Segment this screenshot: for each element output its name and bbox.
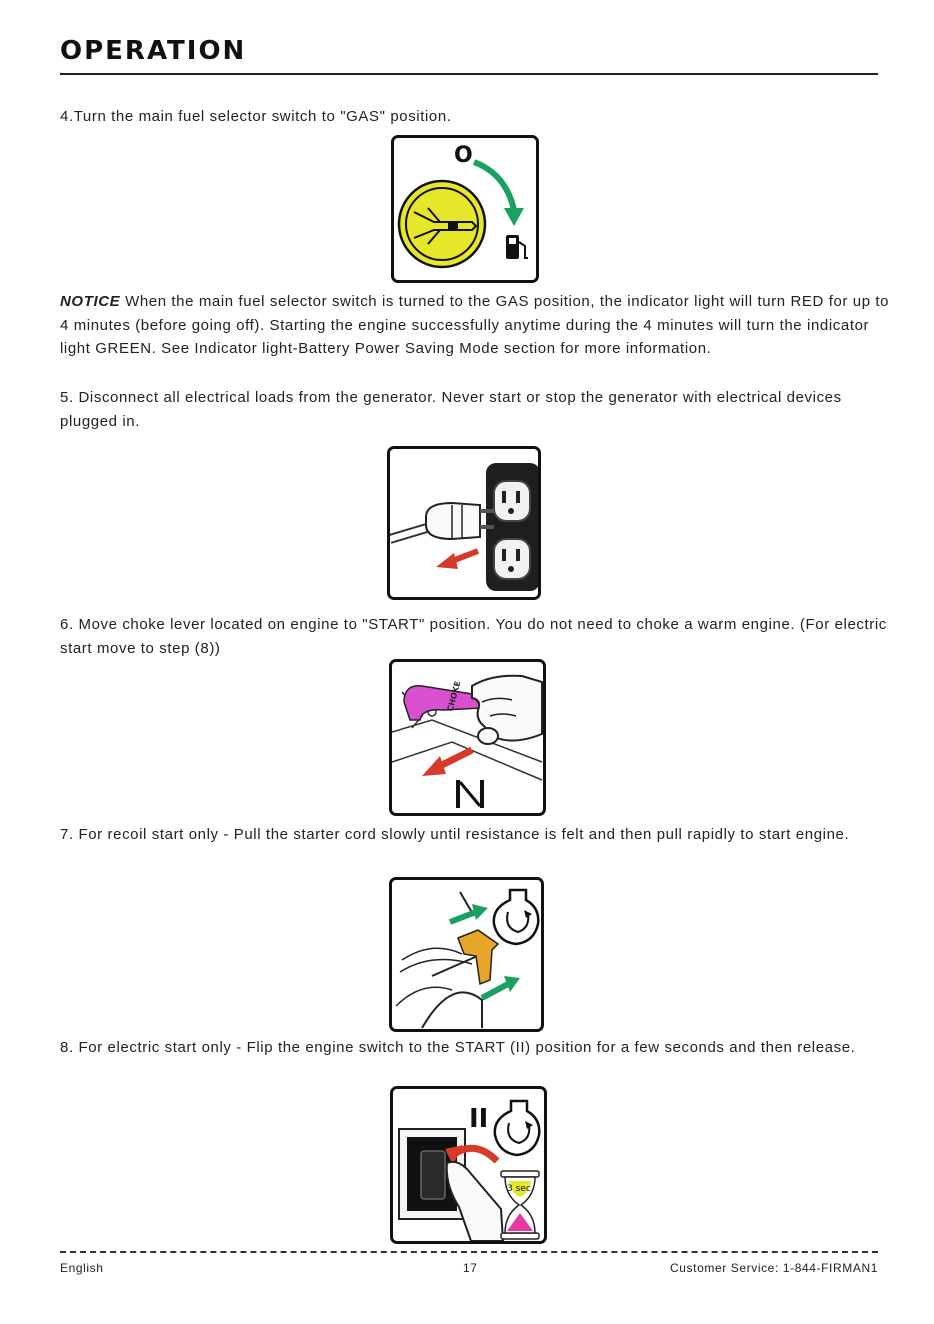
pull-arrow-down-icon bbox=[482, 984, 508, 998]
notice-tag: NOTICE bbox=[60, 293, 121, 310]
electric-start-figure bbox=[390, 1086, 547, 1244]
fuel-pump-icon bbox=[506, 235, 528, 259]
footer-rule bbox=[60, 1251, 878, 1253]
step-7-text: 7. For recoil start only - Pull the starter cord slowly until resistance is felt and then pull rapidly to start engine. bbox=[60, 826, 850, 843]
plug-icon bbox=[426, 503, 480, 539]
footer-language: English bbox=[60, 1261, 104, 1275]
step-8-text: 8. For electric start only - Flip the engine switch to the START (II) position for a few seconds and then release. bbox=[60, 1039, 856, 1056]
step-4-text: 4.Turn the main fuel selector switch to "GAS" position. bbox=[60, 108, 452, 125]
hourglass-icon bbox=[501, 1171, 539, 1239]
footer-customer-service: Customer Service: 1-844-FIRMAN1 bbox=[670, 1261, 878, 1275]
off-symbol: O bbox=[454, 143, 473, 168]
unplug-loads-figure bbox=[387, 446, 541, 600]
choke-symbol-icon bbox=[456, 780, 484, 808]
engine-start-icon bbox=[494, 890, 538, 944]
footer-page-number: 17 bbox=[463, 1261, 478, 1275]
start-position-symbol: II bbox=[469, 1104, 489, 1134]
notice-text: When the main fuel selector switch is turned to the GAS position, the indicator light will turn RED for up to 4 minutes (before going off). Starting the engine successfully anytime during the 4 minutes will turn the indicator light GREEN. See Indicator light-Battery Power Saving Mode section for more information. bbox=[60, 293, 890, 357]
title-rule bbox=[60, 73, 878, 75]
pull-arrow-up-icon bbox=[450, 912, 476, 922]
choke-lever-label: CHOKE bbox=[445, 680, 463, 713]
engine-start-icon bbox=[495, 1101, 539, 1155]
finger-icon bbox=[447, 1162, 503, 1241]
pull-arrow-icon bbox=[452, 551, 478, 561]
timer-label: 3 sec bbox=[507, 1184, 531, 1194]
fuel-selector-figure bbox=[391, 135, 539, 283]
push-arrow-icon bbox=[440, 750, 472, 766]
notice-paragraph bbox=[60, 290, 890, 361]
step-5-text: 5. Disconnect all electrical loads from the generator. Never start or stop the generator with electrical devices plugged in. bbox=[60, 389, 842, 430]
engine-switch-icon bbox=[421, 1151, 445, 1199]
starter-handle-icon bbox=[458, 930, 498, 984]
page-title: OPERATION bbox=[60, 36, 247, 66]
choke-lever-figure bbox=[389, 659, 546, 816]
step-6-text: 6. Move choke lever located on engine to "START" position. You do not need to choke a warm engine. (For electric start move to step (8)) bbox=[60, 616, 887, 657]
choke-lever-icon bbox=[404, 686, 482, 720]
recoil-start-figure bbox=[389, 877, 544, 1032]
